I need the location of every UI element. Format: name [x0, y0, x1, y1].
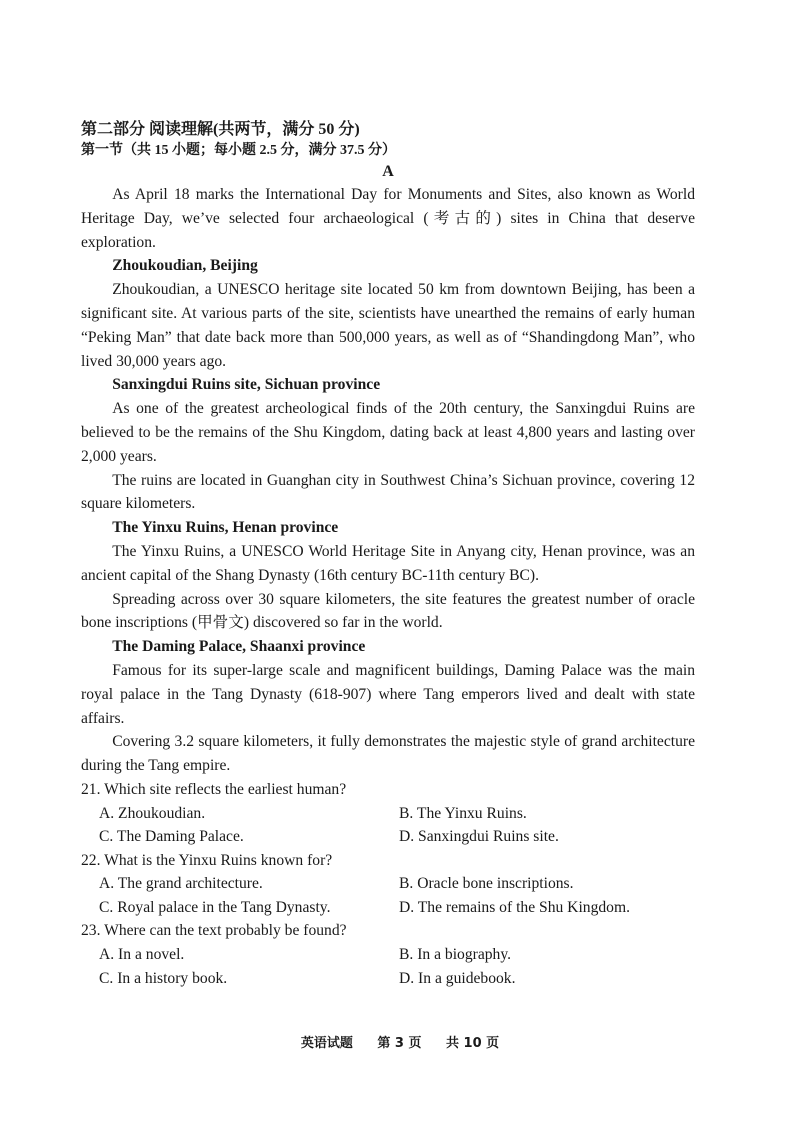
footer-total-pages: 共 10 页: [446, 1036, 500, 1051]
question-options: [81, 943, 695, 990]
question-stem: 21. Which site reflects the earliest human?: [81, 780, 347, 798]
exam-page: [81, 119, 695, 990]
site-heading: The Daming Palace, Shaanxi province: [112, 638, 366, 656]
option-c: C. The Daming Palace.: [99, 828, 244, 846]
site-paragraph: Spreading across over 30 square kilometers, the site features the greatest number of oracle bone inscriptions (甲骨文) discovered so far in the world.: [81, 590, 695, 632]
option-b: B. The Yinxu Ruins.: [399, 804, 527, 822]
option-a: A. In a novel.: [99, 946, 185, 964]
site-paragraph: Zhoukoudian, a UNESCO heritage site located 50 km from downtown Beijing, has been a significant site. At various parts of the site, scientists have unearthed the remains of early human “Peking Man” that date back more than 500,000 years, as well as of “Shandingdong Man”, who lived 30,000 years ago.: [81, 281, 695, 370]
question-options: [81, 872, 695, 919]
option-c: C. Royal palace in the Tang Dynasty.: [99, 898, 331, 916]
section-title: 第二部分 阅读理解(共两节，满分 50 分): [81, 121, 360, 138]
site-paragraph: As one of the greatest archeological finds of the 20th century, the Sanxingdui Ruins are believed to be the remains of the Shu Kingdom, dating back at least 4,800 years and lasting over 2,000 years.: [81, 400, 695, 465]
question-block: [81, 919, 695, 990]
option-a: A. Zhoukoudian.: [99, 804, 206, 822]
question-block: [81, 778, 695, 849]
option-b: B. In a biography.: [399, 946, 512, 964]
option-d: D. The remains of the Shu Kingdom.: [399, 898, 630, 916]
section-subtitle: 第一节（共 15 小题；每小题 2.5 分，满分 37.5 分）: [81, 143, 396, 158]
page-footer: [0, 1032, 800, 1051]
site-heading: The Yinxu Ruins, Henan province: [112, 519, 339, 537]
site-paragraph: Covering 3.2 square kilometers, it fully demonstrates the majestic style of grand architecture during the Tang empire.: [81, 733, 695, 775]
option-d: D. In a guidebook.: [399, 969, 516, 987]
passage-intro: As April 18 marks the International Day for Monuments and Sites, also known as World Heritage Day, we’ve selected four archaeological (考古的) sites in China that deserve exploration.: [81, 186, 695, 251]
site-paragraph: Famous for its super-large scale and magnificent buildings, Daming Palace was the main royal palace in the Tang Dynasty (618-907) where Tang emperors lived and dealt with state affairs.: [81, 661, 695, 727]
site-heading: Sanxingdui Ruins site, Sichuan province: [112, 376, 381, 394]
question-stem: 22. What is the Yinxu Ruins known for?: [81, 851, 333, 869]
site-paragraph: The ruins are located in Guanghan city in Southwest China’s Sichuan province, covering 12 square kilometers.: [81, 471, 695, 513]
option-b: B. Oracle bone inscriptions.: [399, 875, 574, 893]
footer-page-number: 第 3 页: [377, 1036, 422, 1051]
option-c: C. In a history book.: [99, 969, 228, 987]
question-stem: 23. Where can the text probably be found?: [81, 922, 347, 940]
passage-label: A: [382, 163, 394, 180]
site-heading: Zhoukoudian, Beijing: [112, 257, 258, 275]
question-options: [81, 802, 695, 849]
site-paragraph: The Yinxu Ruins, a UNESCO World Heritage Site in Anyang city, Henan province, was an ancient capital of the Shang Dynasty (16th century BC-11th century BC).: [81, 542, 695, 584]
footer-subject: 英语试题: [300, 1036, 353, 1051]
option-d: D. Sanxingdui Ruins site.: [399, 828, 559, 846]
question-block: [81, 849, 695, 920]
option-a: A. The grand architecture.: [99, 875, 263, 893]
